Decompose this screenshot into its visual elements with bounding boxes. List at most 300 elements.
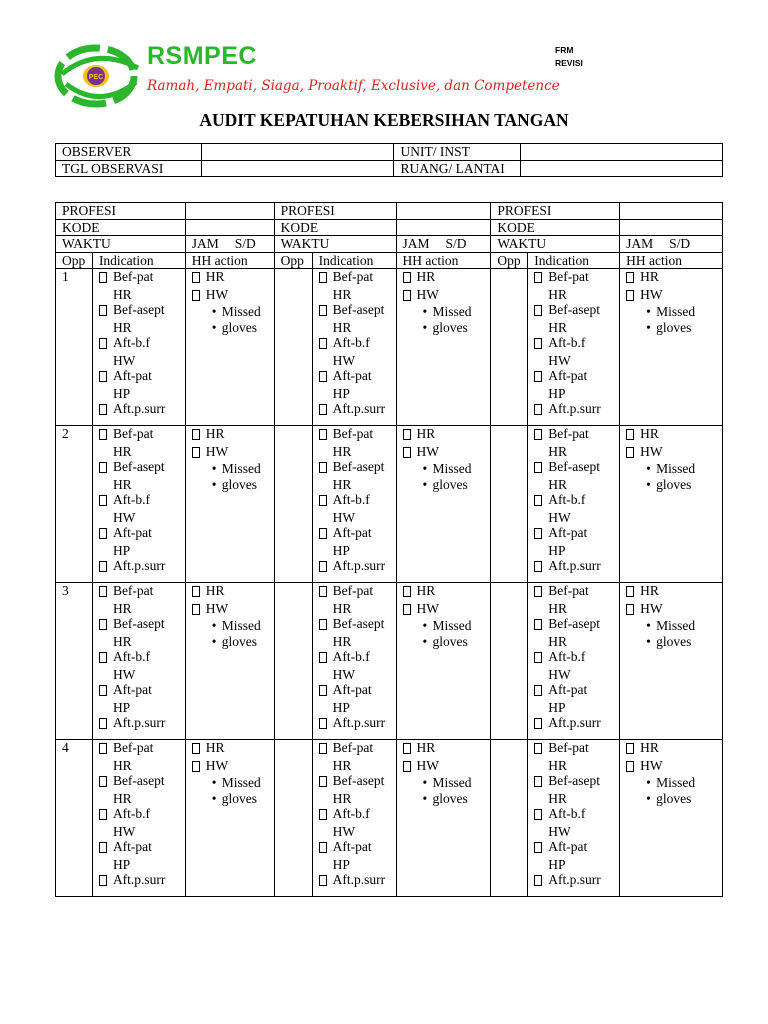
checkbox-icon[interactable]: [534, 525, 548, 543]
indication-option[interactable]: [534, 459, 619, 477]
indication-option[interactable]: [534, 740, 619, 758]
checkbox-icon[interactable]: [192, 269, 206, 287]
checkbox-icon[interactable]: [319, 616, 333, 634]
indication-option[interactable]: [99, 426, 185, 444]
bullet-label: Missed: [432, 618, 472, 633]
bullet-item: [192, 634, 274, 650]
indication-option[interactable]: [99, 773, 185, 791]
hh-action-cell: [620, 269, 723, 426]
indication-option[interactable]: [534, 401, 619, 419]
checkbox-icon[interactable]: [99, 335, 113, 353]
hh-action-label: HR: [205, 426, 225, 441]
indication-option[interactable]: [99, 715, 185, 733]
checkbox-icon[interactable]: [534, 616, 548, 634]
indication-option[interactable]: [99, 269, 185, 287]
opp-number: [274, 269, 312, 426]
indication-option[interactable]: [319, 773, 396, 791]
checkbox-icon[interactable]: [534, 558, 548, 576]
hh-action-header: HH action: [396, 252, 491, 269]
indication-option[interactable]: [319, 426, 396, 444]
bullet-icon: •: [422, 790, 428, 806]
checkbox-icon[interactable]: [534, 401, 548, 419]
indication-option[interactable]: [534, 269, 619, 287]
indication-option[interactable]: [99, 649, 185, 667]
hh-action-option[interactable]: [626, 740, 722, 758]
indication-option[interactable]: [319, 583, 396, 601]
jam-label: JAM: [402, 236, 430, 251]
bullet-icon: •: [211, 319, 217, 335]
observer-label: OBSERVER: [56, 144, 202, 161]
unit-field[interactable]: [521, 144, 723, 161]
jam-field[interactable]: [396, 236, 491, 253]
indication-sublabel: HW: [548, 666, 571, 682]
checkbox-icon[interactable]: [99, 839, 113, 857]
checkbox-icon[interactable]: [99, 715, 113, 733]
checkbox-icon[interactable]: [626, 583, 640, 601]
checkbox-icon[interactable]: [99, 740, 113, 758]
hh-action-label: HR: [640, 740, 659, 755]
opp-number: [274, 740, 312, 897]
checkbox-icon[interactable]: [99, 806, 113, 824]
indication-label: Aft-pat: [332, 839, 372, 854]
indication-sublabel: HR: [548, 443, 568, 459]
bullet-label: gloves: [432, 633, 468, 649]
indication-option[interactable]: [534, 335, 619, 353]
indication-label: Aft-pat: [332, 368, 372, 383]
indication-option[interactable]: [99, 839, 185, 857]
hh-action-option[interactable]: [626, 426, 722, 444]
hh-action-option[interactable]: [192, 758, 274, 776]
checkbox-icon[interactable]: [319, 302, 333, 320]
hh-action-label: HR: [416, 740, 436, 755]
indication-sublabel: HW: [548, 509, 571, 525]
hh-action-option[interactable]: [626, 269, 722, 287]
indication-option[interactable]: [319, 839, 396, 857]
hh-action-option[interactable]: [192, 444, 274, 462]
indication-header: Indication: [312, 252, 396, 269]
bullet-label: Missed: [432, 461, 472, 476]
checkbox-icon[interactable]: [534, 773, 548, 791]
jam-field[interactable]: [620, 236, 723, 253]
checkbox-icon[interactable]: [534, 302, 548, 320]
indication-option[interactable]: [319, 525, 396, 543]
indication-sublabel: HP: [332, 699, 350, 715]
checkbox-icon[interactable]: [319, 740, 333, 758]
indication-option[interactable]: [319, 740, 396, 758]
table-row: [56, 269, 723, 426]
checkbox-icon[interactable]: [534, 740, 548, 758]
jam-field[interactable]: [185, 236, 274, 253]
checkbox-icon[interactable]: [99, 558, 113, 576]
checkbox-icon[interactable]: [626, 269, 640, 287]
checkbox-icon[interactable]: [319, 839, 333, 857]
checkbox-icon[interactable]: [403, 601, 417, 619]
checkbox-icon[interactable]: [626, 444, 640, 462]
checkbox-icon[interactable]: [319, 649, 333, 667]
indication-option[interactable]: [319, 302, 396, 320]
checkbox-icon[interactable]: [534, 583, 548, 601]
hh-action-option[interactable]: [403, 758, 491, 776]
checkbox-icon[interactable]: [534, 368, 548, 386]
hh-action-option[interactable]: [403, 444, 491, 462]
indication-option[interactable]: [319, 558, 396, 576]
bullet-icon: •: [646, 476, 651, 492]
checkbox-icon[interactable]: [319, 335, 333, 353]
indication-option[interactable]: [99, 583, 185, 601]
indication-cell: [92, 426, 185, 583]
profesi-field[interactable]: [185, 203, 274, 220]
checkbox-icon[interactable]: [99, 368, 113, 386]
checkbox-icon[interactable]: [319, 426, 333, 444]
indication-option[interactable]: [99, 335, 185, 353]
profesi-label: PROFESI: [491, 203, 620, 220]
checkbox-icon[interactable]: [99, 426, 113, 444]
bullet-item: [626, 304, 722, 320]
checkbox-icon[interactable]: [99, 492, 113, 510]
checkbox-icon[interactable]: [192, 444, 206, 462]
hh-action-option[interactable]: [403, 601, 491, 619]
checkbox-icon[interactable]: [319, 525, 333, 543]
opp-number: [274, 583, 312, 740]
checkbox-icon[interactable]: [534, 872, 548, 890]
hh-action-label: HR: [640, 269, 659, 284]
indication-sublabel: HP: [112, 856, 131, 872]
checkbox-icon[interactable]: [99, 773, 113, 791]
checkbox-icon[interactable]: [626, 740, 640, 758]
indication-sublabel: HP: [548, 542, 566, 558]
bullet-item: [626, 461, 722, 477]
checkbox-icon[interactable]: [99, 525, 113, 543]
indication-sublabel: HR: [332, 319, 352, 335]
indication-option[interactable]: [319, 806, 396, 824]
indication-label: Bef-asept: [112, 302, 165, 317]
indication-label: Bef-pat: [548, 583, 589, 598]
indication-cell: [528, 426, 620, 583]
indication-cell: [528, 740, 620, 897]
checkbox-icon[interactable]: [319, 368, 333, 386]
indication-label: Bef-pat: [112, 583, 154, 598]
sd-label: S/D: [445, 236, 467, 251]
tgl-field[interactable]: [201, 160, 394, 177]
indication-option[interactable]: [534, 492, 619, 510]
indication-option[interactable]: [99, 682, 185, 700]
checkbox-icon[interactable]: [99, 459, 113, 477]
checkbox-icon[interactable]: [319, 872, 333, 890]
checkbox-icon[interactable]: [534, 459, 548, 477]
kode-label: KODE: [491, 219, 620, 236]
indication-label: Bef-asept: [332, 302, 385, 317]
indication-option[interactable]: [319, 872, 396, 890]
hh-action-option[interactable]: [626, 758, 722, 776]
tgl-label: TGL OBSERVASI: [56, 160, 202, 177]
table-row: [56, 426, 723, 583]
indication-option[interactable]: [319, 401, 396, 419]
indication-option[interactable]: [319, 649, 396, 667]
bullet-label: gloves: [221, 476, 258, 492]
bullet-icon: •: [646, 319, 651, 335]
checkbox-icon[interactable]: [192, 287, 206, 305]
header: [52, 38, 732, 118]
indication-option[interactable]: [534, 426, 619, 444]
hh-action-label: HW: [416, 600, 440, 616]
page-title: AUDIT KEPATUHAN KEBERSIHAN TANGAN: [199, 110, 569, 130]
indication-option[interactable]: [99, 302, 185, 320]
indication-sublabel: HW: [112, 352, 136, 368]
jam-label: JAM: [626, 236, 654, 251]
checkbox-icon[interactable]: [534, 682, 548, 700]
opp-number: [491, 426, 528, 583]
indication-option[interactable]: [99, 459, 185, 477]
indication-option[interactable]: [534, 616, 619, 634]
indication-sublabel: HR: [332, 443, 352, 459]
indication-header: Indication: [528, 252, 620, 269]
jam-label: JAM: [191, 236, 219, 251]
indication-option[interactable]: [534, 806, 619, 824]
indication-option[interactable]: [319, 269, 396, 287]
bullet-icon: •: [646, 775, 651, 790]
indication-cell: [92, 269, 185, 426]
indication-label: Aft.p.surr: [332, 715, 386, 730]
indication-option[interactable]: [534, 682, 619, 700]
indication-label: Aft-b.f: [112, 806, 151, 821]
indication-sublabel: HR: [548, 633, 568, 649]
hh-action-option[interactable]: [192, 583, 274, 601]
checkbox-icon[interactable]: [319, 773, 333, 791]
indication-label: Bef-asept: [112, 459, 165, 474]
indication-option[interactable]: [534, 368, 619, 386]
indication-label: Aft.p.surr: [112, 715, 166, 730]
indication-label: Aft-pat: [332, 682, 372, 697]
hh-action-label: HW: [640, 443, 663, 459]
bullet-item: [403, 791, 491, 807]
indication-sublabel: HR: [112, 319, 132, 335]
checkbox-icon[interactable]: [534, 649, 548, 667]
bullet-icon: •: [211, 461, 217, 476]
checkbox-icon[interactable]: [403, 583, 417, 601]
table-row: [56, 740, 723, 897]
indication-label: Aft.p.surr: [332, 401, 386, 416]
checkbox-icon[interactable]: [319, 715, 333, 733]
indication-option[interactable]: [534, 773, 619, 791]
indication-option[interactable]: [319, 715, 396, 733]
indication-label: Bef-asept: [332, 773, 385, 788]
bullet-item: [192, 304, 274, 320]
hh-action-label: HR: [205, 583, 225, 598]
hh-action-option[interactable]: [192, 426, 274, 444]
checkbox-icon[interactable]: [403, 287, 417, 305]
indication-sublabel: HR: [332, 476, 352, 492]
indication-sublabel: HW: [112, 666, 136, 682]
rsmpec-logo-icon: [52, 38, 144, 114]
bullet-label: gloves: [221, 790, 258, 806]
indication-option[interactable]: [319, 335, 396, 353]
kode-field[interactable]: [620, 219, 723, 236]
checkbox-icon[interactable]: [626, 426, 640, 444]
checkbox-icon[interactable]: [626, 287, 640, 305]
hh-action-label: HW: [205, 443, 229, 459]
hh-action-label: HW: [640, 286, 663, 302]
hh-action-option[interactable]: [192, 269, 274, 287]
indication-sublabel: HP: [332, 385, 350, 401]
indication-option[interactable]: [99, 740, 185, 758]
checkbox-icon[interactable]: [534, 426, 548, 444]
indication-sublabel: HP: [548, 385, 566, 401]
checkbox-icon[interactable]: [99, 872, 113, 890]
checkbox-icon[interactable]: [534, 715, 548, 733]
indication-option[interactable]: [319, 368, 396, 386]
hh-action-label: HR: [205, 740, 225, 755]
checkbox-icon[interactable]: [99, 269, 113, 287]
brand-name: RSMPEC: [147, 42, 257, 70]
indication-option[interactable]: [534, 715, 619, 733]
checkbox-icon[interactable]: [319, 492, 333, 510]
hh-action-option[interactable]: [192, 287, 274, 305]
hh-action-label: HR: [416, 426, 436, 441]
hh-action-option[interactable]: [192, 740, 274, 758]
profesi-field[interactable]: [620, 203, 723, 220]
indication-option[interactable]: [99, 368, 185, 386]
hh-action-option[interactable]: [626, 444, 722, 462]
indication-cell: [312, 269, 396, 426]
indication-option[interactable]: [534, 583, 619, 601]
hh-action-option[interactable]: [626, 601, 722, 619]
hh-action-cell: [620, 426, 723, 583]
checkbox-icon[interactable]: [99, 649, 113, 667]
indication-label: Aft.p.surr: [112, 872, 166, 887]
indication-cell: [528, 269, 620, 426]
hh-action-option[interactable]: [403, 740, 491, 758]
indication-option[interactable]: [99, 806, 185, 824]
checkbox-icon[interactable]: [192, 583, 206, 601]
checkbox-icon[interactable]: [99, 302, 113, 320]
indication-sublabel: HW: [112, 509, 136, 525]
profesi-field[interactable]: [396, 203, 491, 220]
indication-option[interactable]: [99, 525, 185, 543]
checkbox-icon[interactable]: [626, 601, 640, 619]
indication-option[interactable]: [534, 839, 619, 857]
checkbox-icon[interactable]: [319, 682, 333, 700]
checkbox-icon[interactable]: [534, 839, 548, 857]
bullet-label: gloves: [656, 633, 692, 649]
checkbox-icon[interactable]: [319, 806, 333, 824]
hh-action-option[interactable]: [626, 287, 722, 305]
indication-option[interactable]: [534, 649, 619, 667]
indication-option[interactable]: [319, 616, 396, 634]
indication-option[interactable]: [319, 492, 396, 510]
indication-option[interactable]: [534, 558, 619, 576]
indication-sublabel: HR: [332, 286, 352, 302]
checkbox-icon[interactable]: [403, 758, 417, 776]
checkbox-icon[interactable]: [534, 335, 548, 353]
checkbox-icon[interactable]: [319, 583, 333, 601]
hh-action-option[interactable]: [403, 583, 491, 601]
hh-action-option[interactable]: [403, 287, 491, 305]
indication-label: Bef-asept: [112, 773, 165, 788]
checkbox-icon[interactable]: [319, 269, 333, 287]
checkbox-icon[interactable]: [192, 740, 206, 758]
checkbox-icon[interactable]: [192, 426, 206, 444]
indication-sublabel: HP: [112, 385, 131, 401]
checkbox-icon[interactable]: [192, 758, 206, 776]
table-row: [56, 583, 723, 740]
checkbox-icon[interactable]: [403, 269, 417, 287]
indication-label: Aft-pat: [332, 525, 372, 540]
bullet-item: [192, 775, 274, 791]
indication-sublabel: HR: [548, 600, 568, 616]
indication-label: Aft-pat: [112, 525, 152, 540]
kode-field[interactable]: [396, 219, 491, 236]
indication-option[interactable]: [534, 872, 619, 890]
checkbox-icon[interactable]: [534, 492, 548, 510]
checkbox-icon[interactable]: [319, 401, 333, 419]
checkbox-icon[interactable]: [403, 740, 417, 758]
checkbox-icon[interactable]: [319, 459, 333, 477]
checkbox-icon[interactable]: [626, 758, 640, 776]
hh-action-option[interactable]: [626, 583, 722, 601]
indication-label: Bef-pat: [332, 426, 374, 441]
frm-label: FRM: [555, 45, 574, 55]
checkbox-icon[interactable]: [99, 583, 113, 601]
hh-action-cell: [185, 740, 274, 897]
indication-label: Aft-pat: [548, 525, 588, 540]
opp-number: 4: [56, 740, 93, 897]
checkbox-icon[interactable]: [319, 558, 333, 576]
hh-action-cell: [396, 740, 491, 897]
checkbox-icon[interactable]: [534, 806, 548, 824]
kode-field[interactable]: [185, 219, 274, 236]
hh-action-option[interactable]: [192, 601, 274, 619]
indication-label: Bef-asept: [548, 302, 601, 317]
checkbox-icon[interactable]: [534, 269, 548, 287]
hh-action-option[interactable]: [403, 426, 491, 444]
hh-action-option[interactable]: [403, 269, 491, 287]
indication-option[interactable]: [99, 616, 185, 634]
indication-option[interactable]: [99, 492, 185, 510]
ruang-field[interactable]: [521, 160, 723, 177]
bullet-icon: •: [646, 461, 651, 476]
hh-action-label: HW: [205, 600, 229, 616]
indication-option[interactable]: [319, 459, 396, 477]
checkbox-icon[interactable]: [403, 426, 417, 444]
sd-label: S/D: [234, 236, 256, 251]
observer-field[interactable]: [201, 144, 394, 161]
bullet-label: gloves: [656, 319, 692, 335]
bullet-icon: •: [422, 304, 428, 319]
indication-option[interactable]: [99, 872, 185, 890]
bullet-label: gloves: [221, 319, 258, 335]
checkbox-icon[interactable]: [99, 616, 113, 634]
checkbox-icon[interactable]: [192, 601, 206, 619]
checkbox-icon[interactable]: [99, 401, 113, 419]
indication-option[interactable]: [534, 525, 619, 543]
indication-option[interactable]: [319, 682, 396, 700]
audit-table: [55, 202, 723, 897]
indication-label: Aft-b.f: [332, 806, 370, 821]
checkbox-icon[interactable]: [99, 682, 113, 700]
checkbox-icon[interactable]: [403, 444, 417, 462]
indication-label: Aft-b.f: [548, 806, 586, 821]
hh-action-label: HR: [640, 426, 659, 441]
indication-label: Aft.p.surr: [548, 715, 601, 730]
waktu-label: WAKTU: [274, 236, 396, 253]
bullet-label: Missed: [221, 304, 261, 319]
indication-option[interactable]: [99, 558, 185, 576]
indication-option[interactable]: [534, 302, 619, 320]
hh-action-label: HW: [416, 757, 440, 773]
indication-option[interactable]: [99, 401, 185, 419]
indication-sublabel: HW: [548, 352, 571, 368]
indication-cell: [312, 583, 396, 740]
